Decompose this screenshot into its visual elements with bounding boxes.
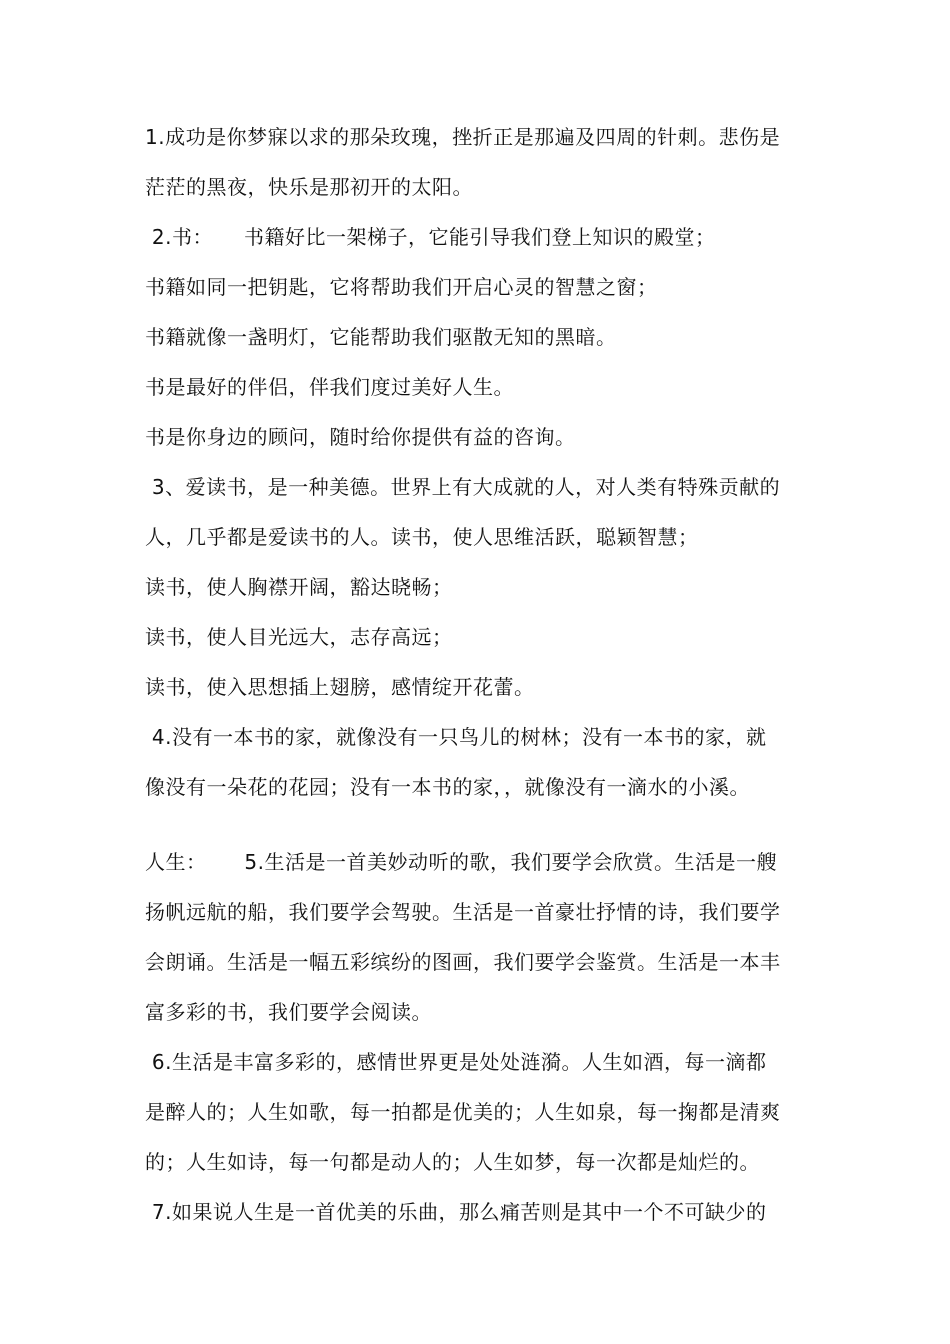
text-line: 1.成功是你梦寐以求的那朵玫瑰，挫折正是那遍及四周的针刺。悲伤是 xyxy=(145,125,781,149)
text-line: 扬帆远航的船，我们要学会驾驶。生活是一首豪壮抒情的诗，我们要学 xyxy=(145,900,781,924)
text-line: 茫茫的黑夜，快乐是那初开的太阳。 xyxy=(145,175,473,199)
text-line: 书是你身边的顾问，随时给你提供有益的咨询。 xyxy=(145,425,576,449)
text-line: 会朗诵。生活是一幅五彩缤纷的图画，我们要学会鉴赏。生活是一本丰 xyxy=(145,950,781,974)
text-line: 是醉人的；人生如歌，每一拍都是优美的；人生如泉，每一掬都是清爽 xyxy=(145,1100,781,1124)
text-line: 读书，使入思想插上翅膀，感情绽开花蕾。 xyxy=(145,675,535,699)
text-line: 书是最好的伴侣，伴我们度过美好人生。 xyxy=(145,375,514,399)
text-line: 书籍如同一把钥匙，它将帮助我们开启心灵的智慧之窗； xyxy=(145,275,658,299)
text-line: 6.生活是丰富多彩的，感情世界更是处处涟漪。人生如酒，每一滴都 xyxy=(145,1050,767,1074)
text-line: 的；人生如诗，每一句都是动人的；人生如梦，每一次都是灿烂的。 xyxy=(145,1150,760,1174)
text-line: 富多彩的书，我们要学会阅读。 xyxy=(145,1000,432,1024)
text-line: 7.如果说人生是一首优美的乐曲，那么痛苦则是其中一个不可缺少的 xyxy=(145,1200,767,1224)
text-line: 书籍就像一盏明灯，它能帮助我们驱散无知的黑暗。 xyxy=(145,325,617,349)
text-line: 2.书： 书籍好比一架梯子，它能引导我们登上知识的殿堂； xyxy=(145,225,716,249)
text-line: 人生： 5.生活是一首美妙动听的歌，我们要学会欣赏。生活是一艘 xyxy=(145,850,777,874)
text-line: 人，几乎都是爱读书的人。读书，使人思维活跃，聪颖智慧； xyxy=(145,525,699,549)
text-line: 4.没有一本书的家，就像没有一只鸟儿的树林；没有一本书的家，就 xyxy=(145,725,767,749)
text-line: 读书，使人目光远大，志存高远； xyxy=(145,625,453,649)
text-line: 读书，使人胸襟开阔，豁达晓畅； xyxy=(145,575,453,599)
text-line: 3、爱读书，是一种美德。世界上有大成就的人，对人类有特殊贡献的 xyxy=(145,475,781,499)
text-line: 像没有一朵花的花园；没有一本书的家，，就像没有一滴水的小溪。 xyxy=(145,775,750,799)
